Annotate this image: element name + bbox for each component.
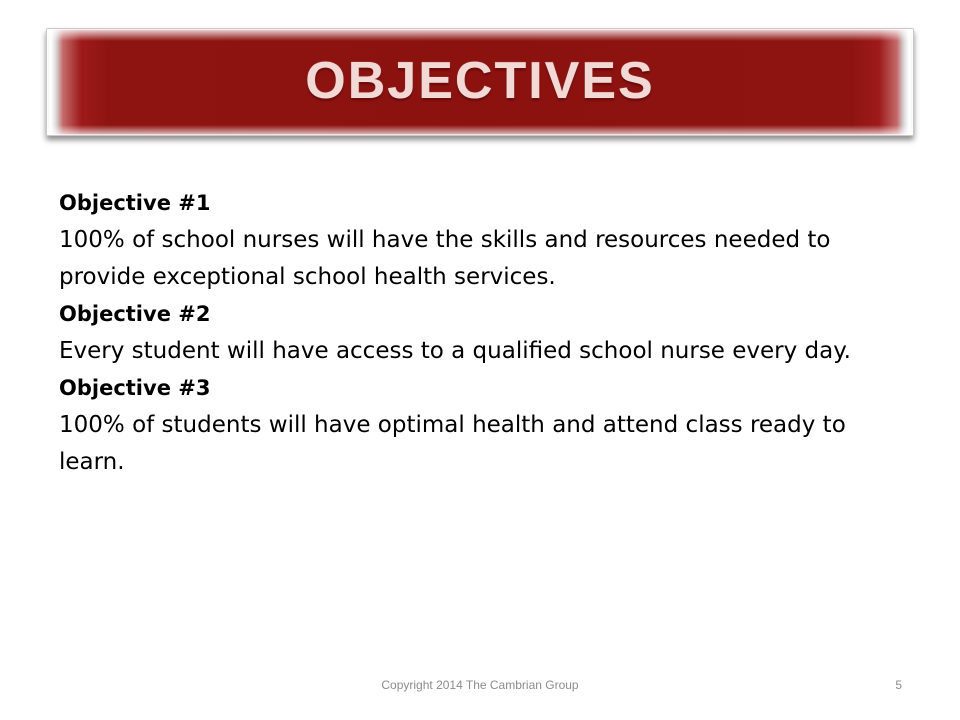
objective-item [59,370,909,481]
objectives-list [59,185,909,481]
title-banner [46,28,914,136]
objective-heading: Objective #1 [59,191,211,215]
page-number: 5 [895,678,902,692]
footer-copyright: Copyright 2014 The Cambrian Group [381,678,579,692]
objective-text: 100% of school nurses will have the skills and resources needed to provide exceptional school health services. [59,227,831,290]
objective-item [59,185,909,296]
objective-heading: Objective #3 [59,376,211,400]
objective-text: 100% of students will have optimal health and attend class ready to learn. [59,412,846,475]
slide-title: OBJECTIVES [305,52,655,110]
objective-heading: Objective #2 [59,302,211,326]
objective-item [59,296,909,370]
objective-text: Every student will have access to a qualified school nurse every day. [59,338,851,364]
